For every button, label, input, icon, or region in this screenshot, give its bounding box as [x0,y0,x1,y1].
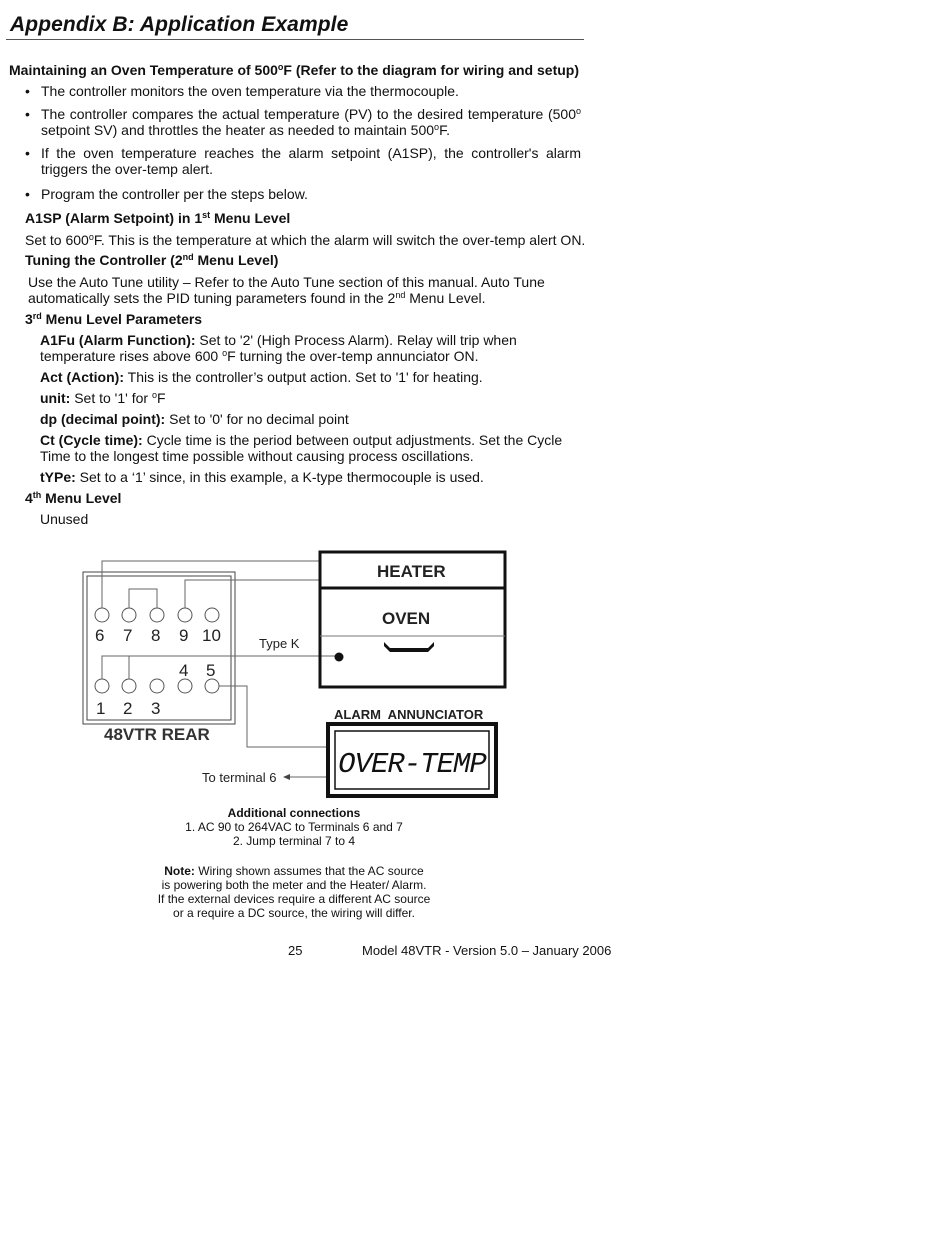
ordinal-sup: th [32,490,42,500]
terminal-label: 2 [123,699,133,718]
meter-label: 48VTR REAR [104,725,210,744]
terminal-label: 9 [179,626,189,645]
dp-text: Set to '0' for no decimal point [165,411,349,427]
unit-text-pre: Set to '1' for [70,390,152,406]
tuning-line-2-pre: automatically sets the PID tuning parameters found in the 2 [28,290,396,306]
note-line-1 [84,864,504,878]
note-line-4: or a require a DC source, the wiring will differ. [173,906,415,920]
degree-sup: o [88,232,94,242]
a1fu-text: Set to '2' (High Process Alarm). Relay will trip when [195,332,517,348]
terminal-label: 6 [95,626,105,645]
additional-item: 2. Jump terminal 7 to 4 [232,834,356,848]
thermocouple-wire [102,656,338,679]
heater-label: HEATER [377,562,446,581]
terminal-7 [122,608,136,622]
section-heading-pre: Maintaining an Oven Temperature of 500 [9,62,278,78]
ordinal-sup: nd [395,290,406,300]
terminal-row-top [95,608,219,622]
bullet-text: The controller compares the actual temperature (PV) to the desired temperature (500 [41,106,576,122]
alarm-heading: ALARM ANNUNCIATOR [334,707,484,722]
a1sp-text-post: F. This is the temperature at which the alarm will switch the over-temp alert ON. [93,232,586,248]
terminal-8 [150,608,164,622]
bullet-text: Program the controller per the steps below. [41,186,308,202]
ordinal-sup: rd [32,311,42,321]
third-heading-post: Menu Level Parameters [41,311,203,327]
fourth-heading-post: Menu Level [41,490,122,506]
bullet-text: setpoint SV) and throttles the heater as needed to maintain 500 [41,122,435,138]
terminal-label: 4 [179,661,189,680]
ct-line-2: Time to the longest time possible without causing process oscillations. [40,448,474,464]
terminal-6 [95,608,109,622]
tuning-line-2-post: Menu Level. [405,290,486,306]
a1sp-heading-post: Menu Level [210,210,291,226]
bullet-text: The controller monitors the oven temperature via the thermocouple. [41,83,459,99]
page-title: Appendix B: Application Example [10,13,349,36]
additional-heading: Additional connections [227,806,361,820]
wire-5-alarm [219,686,330,747]
unit-text-post: F [156,390,166,406]
degree-sup: o [151,390,157,400]
bullet-text: If the oven temperature reaches the alarm setpoint (A1SP), the controller's alarm triggers the over-temp alert. [41,145,581,177]
terminal-4 [178,679,192,693]
tuning-heading-post: Menu Level) [193,252,279,268]
type-text: Set to a ‘1’ since, in this example, a K-type thermocouple is used. [75,469,484,485]
arrow-head-icon [283,774,290,780]
degree-sup: o [222,348,228,358]
section-heading-post: F (Refer to the diagram for wiring and setup) [283,62,579,78]
terminal-labels-top [95,626,221,645]
terminal-10 [205,608,219,622]
degree-sup: o [575,106,581,116]
third-heading-num: 3 [25,311,33,327]
tuning-heading-pre: Tuning the Controller (2 [25,252,183,268]
fourth-menu-text: Unused [40,511,89,527]
a1fu-label: A1Fu (Alarm Function): [40,332,196,348]
type-label: tYPe: [40,469,76,485]
wiring-note [84,864,504,920]
page-number: 25 [288,943,303,958]
act-label: Act (Action): [40,369,124,385]
terminal-2 [122,679,136,693]
unit-label: unit: [40,390,71,406]
additional-item: 1. AC 90 to 264VAC to Terminals 6 and 7 [185,820,403,834]
terminal-3 [150,679,164,693]
jumper-wire [129,589,157,608]
note-label: Note: [164,864,195,878]
fourth-heading-num: 4 [25,490,33,506]
ct-text: Cycle time is the period between output adjustments. Set the Cycle [142,432,563,448]
terminal-1 [95,679,109,693]
terminal6-note: To terminal 6 [202,770,277,785]
ordinal-sup: nd [182,252,194,262]
act-text: This is the controller’s output action. Set to '1' for heating. [124,369,483,385]
terminal-9 [178,608,192,622]
ordinal-sup: st [202,210,211,220]
a1fu-text-post: F turning the over-temp annunciator ON. [227,348,479,364]
note-text: Wiring shown assumes that the AC source [194,864,424,878]
a1fu-text-pre: temperature rises above 600 [40,348,223,364]
tuning-line-1: Use the Auto Tune utility – Refer to the Auto Tune section of this manual. Auto Tune [28,274,545,290]
degree-sup: o [277,62,284,72]
dp-label: dp (decimal point): [40,411,166,427]
terminal-label: 7 [123,626,133,645]
oven-label: OVEN [382,609,431,628]
a1sp-heading-pre: A1SP (Alarm Setpoint) in 1 [25,210,203,226]
degree-sup: o [434,122,440,132]
terminal-labels-mid [179,661,215,680]
terminal-row-bottom [95,679,219,693]
footer-model-info: Model 48VTR - Version 5.0 – January 2006 [362,943,612,958]
note-line-2: is powering both the meter and the Heater/ Alarm. [161,878,427,892]
bullet-text: F. [439,122,450,138]
wires [102,561,338,777]
additional-connections [84,806,504,848]
terminal-label: 1 [96,699,106,718]
note-line-3: If the external devices require a different AC source [157,892,431,906]
terminal-label: 8 [151,626,161,645]
thermocouple-label: Type K [259,636,300,651]
wire-9-heater [185,580,320,608]
terminal-label: 10 [202,626,221,645]
thermocouple-probe-icon [335,653,344,662]
heating-element-icon [384,642,434,652]
terminal-labels-bottom [96,699,160,718]
wire-6-heater [102,561,320,608]
a1sp-text-pre: Set to 600 [25,232,89,248]
alarm-display-text: OVER-TEMP [338,748,486,781]
ct-label: Ct (Cycle time): [40,432,143,448]
terminal-label: 5 [206,661,216,680]
terminal-label: 3 [151,699,161,718]
terminal-5 [205,679,219,693]
